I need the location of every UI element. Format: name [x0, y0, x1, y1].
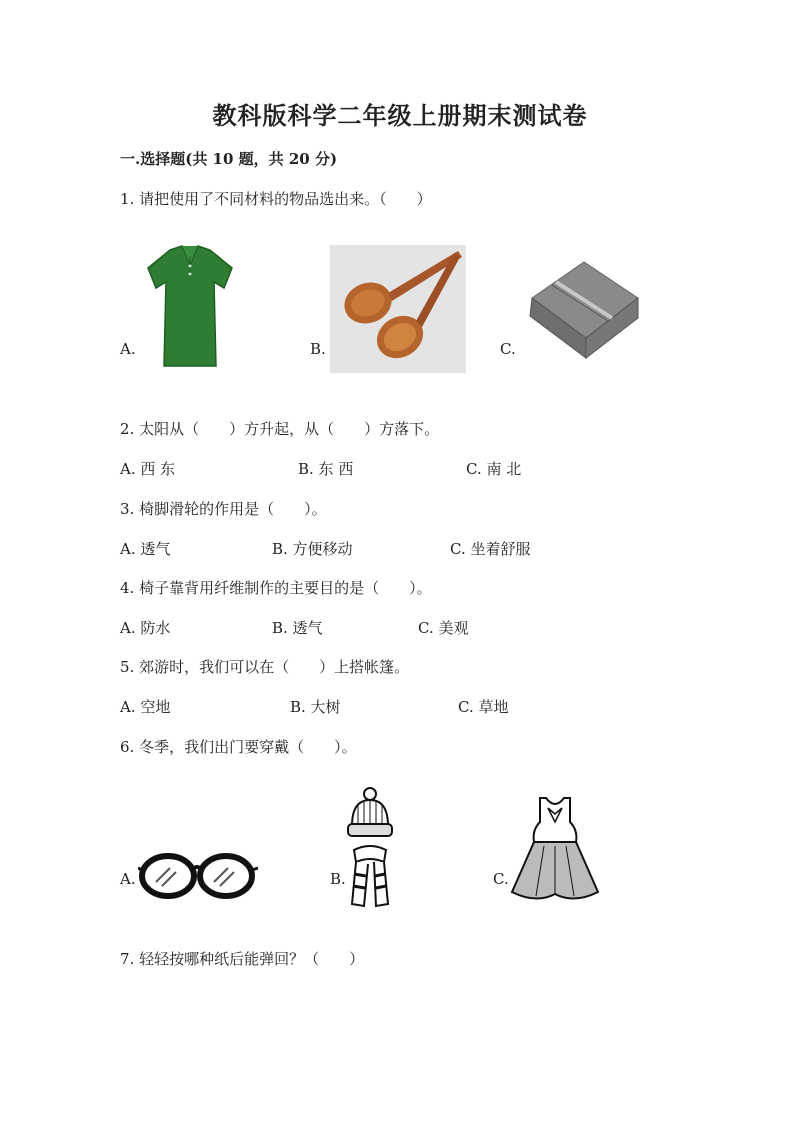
- q6-option-b-label: B.: [330, 870, 346, 888]
- q6-option-a-label: A.: [120, 870, 136, 888]
- q4-option-c: C. 美观: [418, 619, 469, 637]
- polo-shirt-image: [140, 244, 240, 370]
- wooden-spoons-image: [330, 245, 466, 373]
- q1-option-a-label: A.: [120, 340, 136, 358]
- towel-image: [522, 258, 642, 362]
- dress-image: [510, 796, 600, 904]
- q5-option-c: C. 草地: [458, 698, 509, 716]
- q4-option-b: B. 透气: [272, 619, 323, 637]
- q4-option-a: A. 防水: [120, 619, 171, 637]
- q6-option-c-label: C.: [493, 870, 509, 888]
- question-2: 2. 太阳从（ ）方升起，从（ ）方落下。: [120, 420, 440, 438]
- question-6: 6. 冬季，我们出门要穿戴（ ）。: [120, 738, 357, 756]
- question-3: 3. 椅脚滑轮的作用是（ ）。: [120, 500, 327, 518]
- q2-option-b: B. 东 西: [298, 460, 354, 478]
- q3-option-c: C. 坐着舒服: [450, 540, 531, 558]
- q3-option-b: B. 方便移动: [272, 540, 353, 558]
- question-1: 1. 请把使用了不同材料的物品选出来。（ ）: [120, 190, 432, 208]
- page-title: 教科版科学二年级上册期末测试卷: [212, 101, 588, 130]
- q1-option-c-label: C.: [500, 340, 516, 358]
- question-7: 7. 轻轻按哪种纸后能弹回？（ ）: [120, 950, 365, 968]
- sunglasses-image: [138, 848, 258, 904]
- q1-option-b-label: B.: [310, 340, 326, 358]
- question-4: 4. 椅子靠背用纤维制作的主要目的是（ ）。: [120, 579, 432, 597]
- q5-option-b: B. 大树: [290, 698, 341, 716]
- q5-option-a: A. 空地: [120, 698, 171, 716]
- question-5: 5. 郊游时，我们可以在（ ）上搭帐篷。: [120, 658, 410, 676]
- q2-option-c: C. 南 北: [466, 460, 522, 478]
- q3-option-a: A. 透气: [120, 540, 171, 558]
- q2-option-a: A. 西 东: [120, 460, 176, 478]
- hat-and-scarf-image: [344, 786, 396, 910]
- section-heading: 一.选择题(共 10 题，共 20 分): [120, 150, 338, 168]
